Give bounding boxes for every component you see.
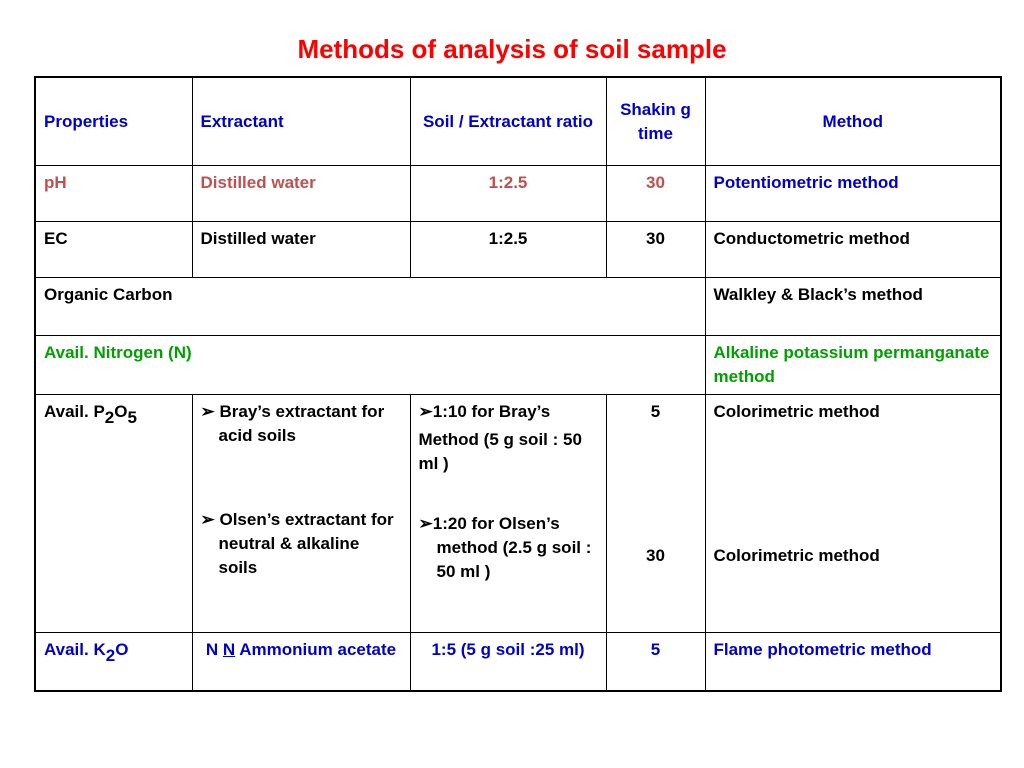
arrow-bullet-icon: ➢ [418, 514, 433, 533]
header-shaking-time: Shakin g time [606, 77, 705, 166]
k-method: Flame photometric method [705, 633, 1001, 691]
ec-extractant: Distilled water [192, 222, 410, 278]
p-property [35, 395, 192, 633]
ec-time: 30 [606, 222, 705, 278]
header-row [35, 77, 1001, 166]
p-sub-2: 2 [104, 408, 115, 427]
k-extractant-n1: N [205, 640, 219, 659]
bray-time: 5 [650, 402, 661, 421]
p-property-prefix: Avail. P [44, 402, 105, 421]
page-title: Methods of analysis of soil sample [297, 34, 727, 64]
olsen-extractant-item [201, 508, 402, 580]
k-extractant [192, 633, 410, 691]
k-property-prefix: Avail. K [44, 640, 106, 659]
arrow-bullet-icon: ➢ [200, 402, 220, 421]
olsen-time: 30 [646, 546, 665, 565]
bray-method: Colorimetric method [713, 402, 880, 421]
header-method: Method [705, 77, 1001, 166]
bray-extractant: Bray’s extractant for acid soils [218, 402, 385, 445]
bray-ratio: 1:10 for Bray’s [432, 402, 551, 421]
p-time [606, 395, 705, 633]
ec-ratio: 1:2.5 [410, 222, 606, 278]
arrow-bullet-icon: ➢ [418, 402, 433, 421]
p-ratio [410, 395, 606, 633]
ph-method: Potentiometric method [705, 166, 1001, 222]
oc-method: Walkley & Black’s method [705, 278, 1001, 336]
header-properties: Properties [35, 77, 192, 166]
bray-extractant-item [201, 400, 402, 448]
oc-property: Organic Carbon [35, 278, 705, 336]
header-extractant: Extractant [192, 77, 410, 166]
n-property: Avail. Nitrogen (N) [35, 336, 705, 395]
ph-extractant: Distilled water [192, 166, 410, 222]
row-nitrogen [35, 336, 1001, 395]
ph-property: pH [35, 166, 192, 222]
ph-time: 30 [606, 166, 705, 222]
ph-ratio: 1:2.5 [410, 166, 606, 222]
ec-method: Conductometric method [705, 222, 1001, 278]
p-property-o: O [114, 402, 128, 421]
row-ph [35, 166, 1001, 222]
row-organic-carbon [35, 278, 1001, 336]
p-extractant [192, 395, 410, 633]
soil-analysis-table [34, 76, 1002, 692]
arrow-bullet-icon: ➢ [200, 510, 220, 529]
k-sub-2: 2 [105, 646, 116, 665]
k-extractant-n2: N [222, 640, 236, 659]
k-time: 5 [606, 633, 705, 691]
n-method: Alkaline potassium permanganate method [705, 336, 1001, 395]
bray-ratio-note: Method (5 g soil : 50 ml ) [418, 430, 582, 473]
bray-ratio-item [419, 400, 598, 424]
olsen-method: Colorimetric method [713, 546, 880, 565]
k-property-o: O [115, 640, 129, 659]
k-property [35, 633, 192, 691]
p-sub-5: 5 [127, 408, 137, 427]
header-ratio: Soil / Extractant ratio [410, 77, 606, 166]
ec-property: EC [35, 222, 192, 278]
k-extractant-rest: Ammonium acetate [239, 640, 397, 659]
p-method [705, 395, 1001, 633]
k-ratio: 1:5 (5 g soil :25 ml) [410, 633, 606, 691]
olsen-ratio-item [419, 512, 598, 584]
olsen-extractant: Olsen’s extractant for neutral & alkaline soils [218, 510, 394, 577]
row-potassium [35, 633, 1001, 691]
row-phosphorus [35, 395, 1001, 633]
row-ec [35, 222, 1001, 278]
olsen-ratio: 1:20 for Olsen’s method (2.5 g soil : 50 ml ) [432, 514, 592, 581]
